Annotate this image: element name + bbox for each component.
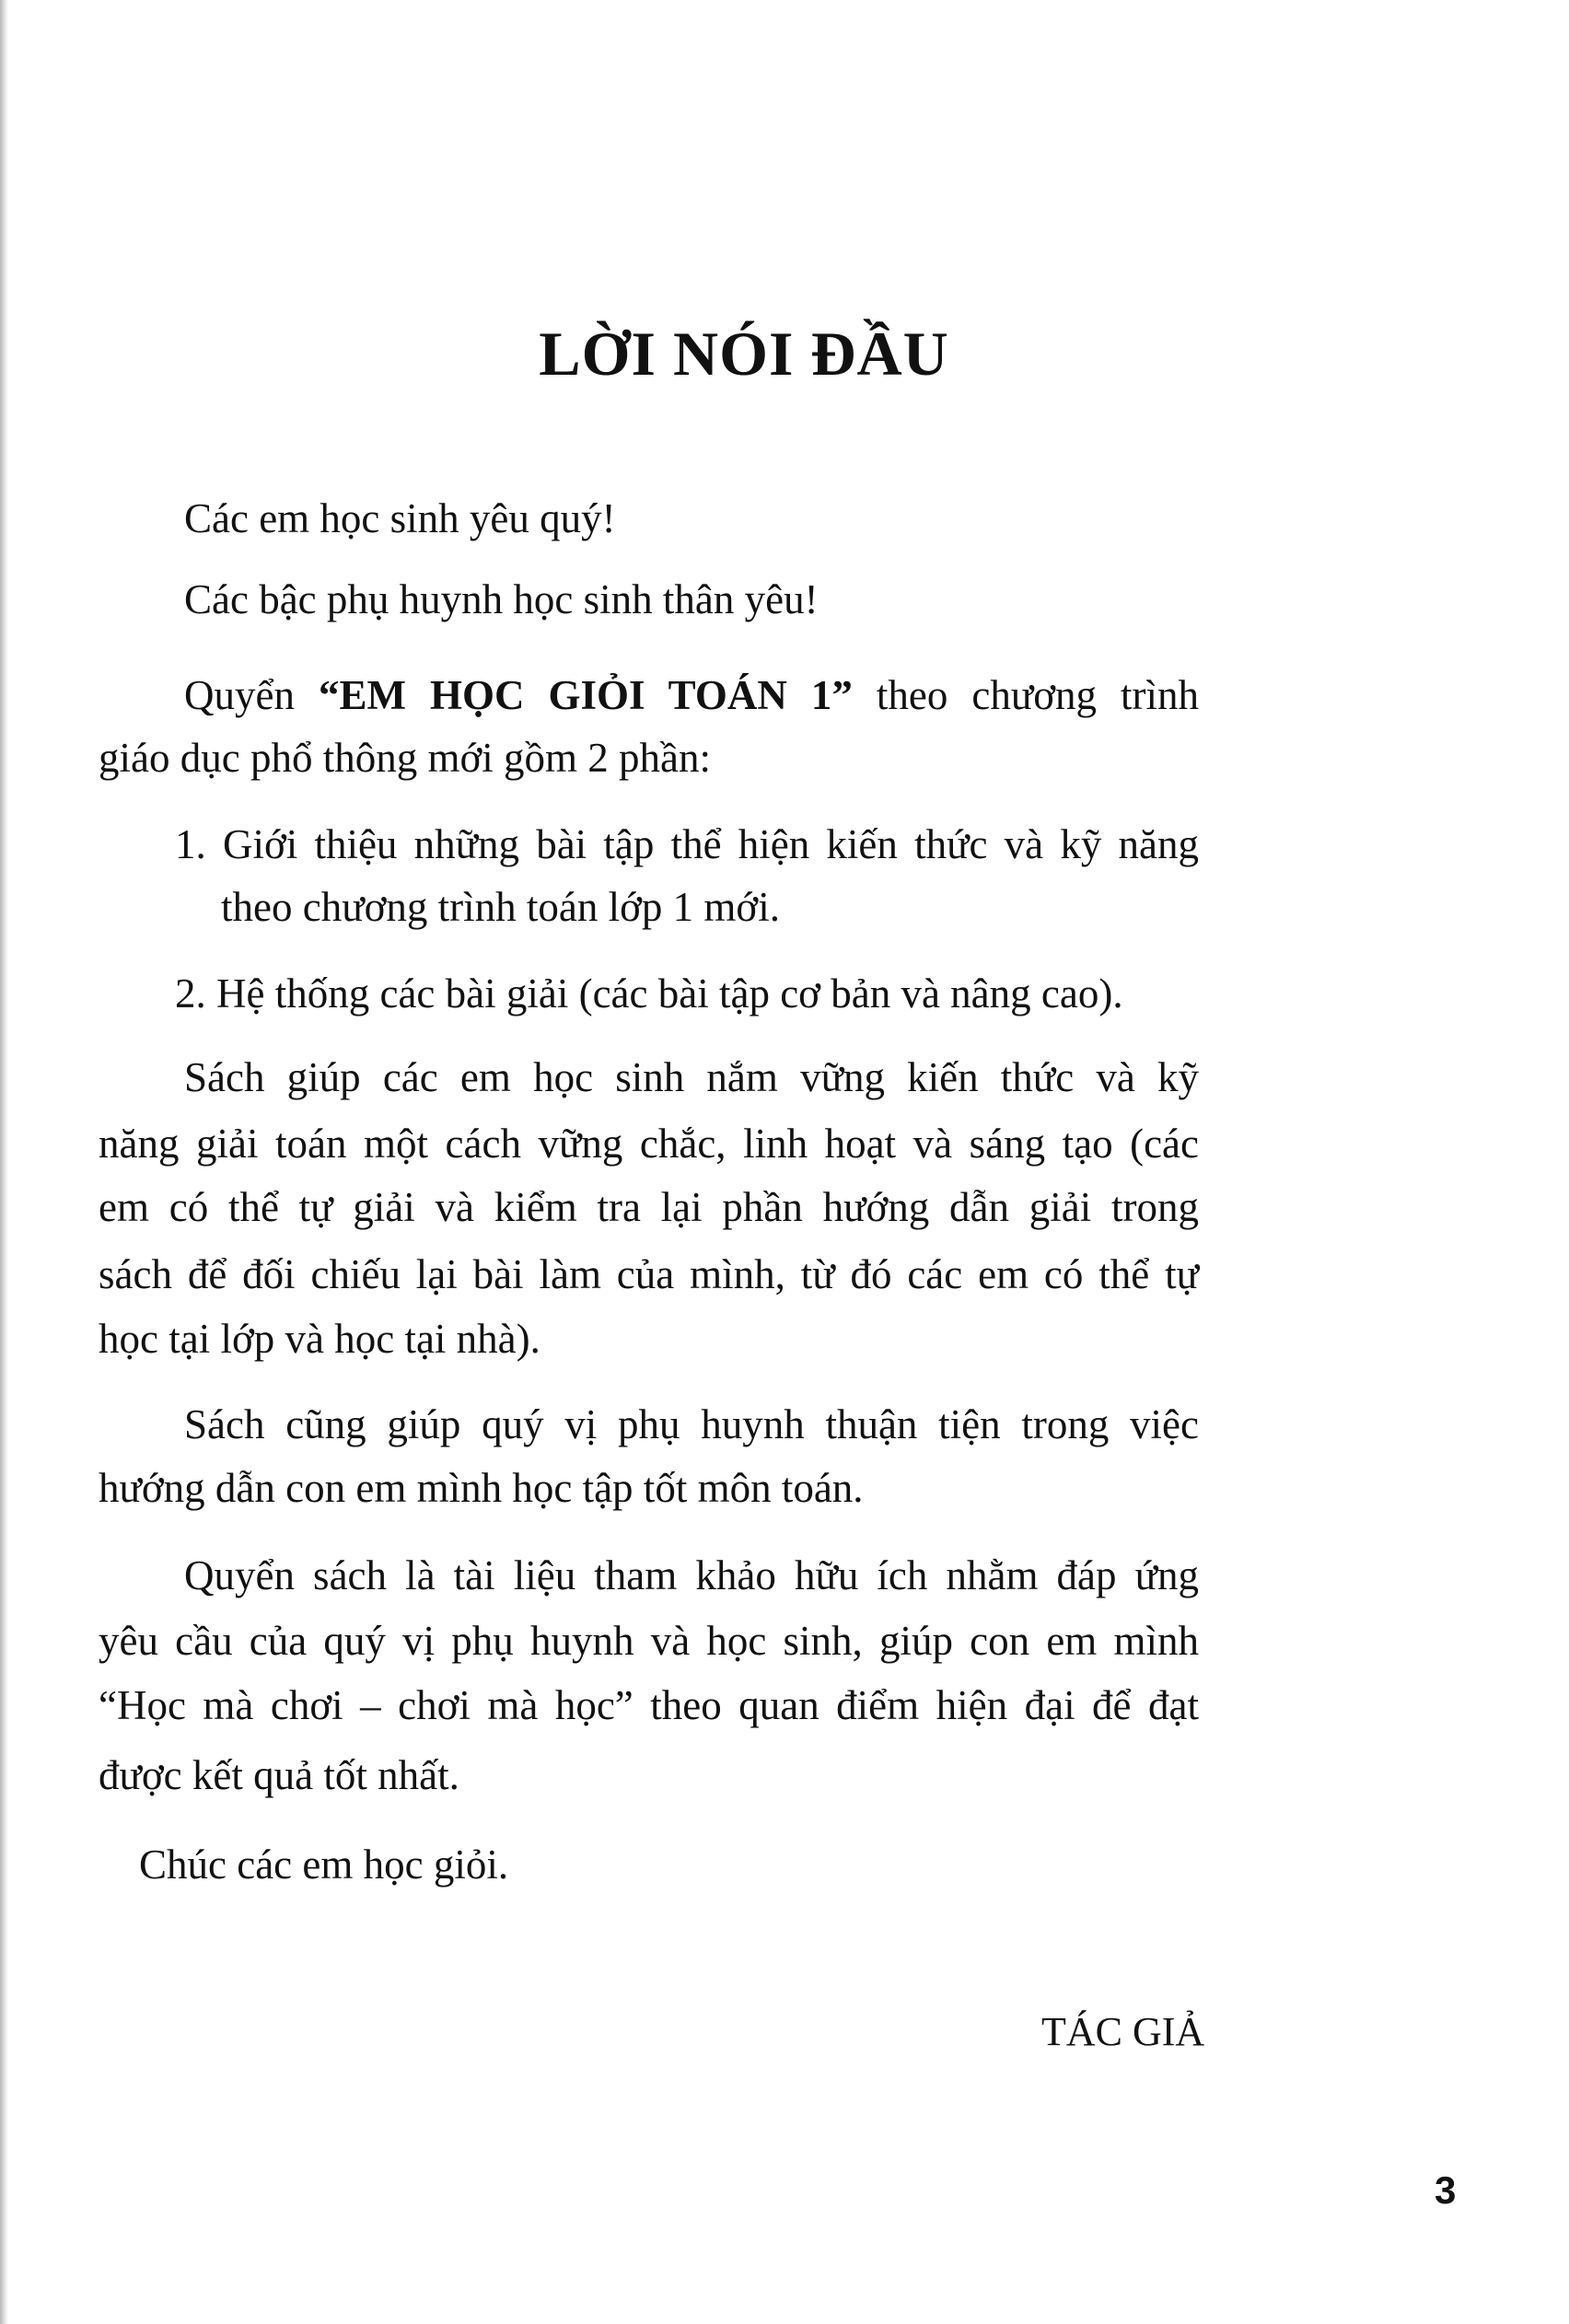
page-number: 3 bbox=[1435, 2168, 1457, 2212]
paragraph-3-line-4: được kết quả tốt nhất. bbox=[99, 1752, 459, 1798]
paragraph-3-line-3: “Học mà chơi – chơi mà học” theo quan điểm hiện đại để đạt bbox=[99, 1682, 1199, 1728]
paragraph-1-line-4: sách để đối chiếu lại bài làm của mình, từ đó các em có thể tự bbox=[99, 1251, 1199, 1297]
paragraph-2-line-2: hướng dẫn con em mình học tập tốt môn toán. bbox=[99, 1465, 864, 1511]
author-signature: TÁC GIẢ bbox=[1041, 2009, 1205, 2054]
page-title: LỜI NÓI ĐẦU bbox=[539, 319, 949, 389]
paragraph-1-line-1: Sách giúp các em học sinh nắm vững kiến thức và kỹ bbox=[184, 1054, 1199, 1100]
intro-line-2: giáo dục phổ thông mới gồm 2 phần: bbox=[99, 735, 711, 781]
list-item-1-line-1: 1. Giới thiệu những bài tập thể hiện kiến thức và kỹ năng bbox=[175, 821, 1199, 867]
paragraph-3-line-2: yêu cầu của quý vị phụ huynh và học sinh, giúp con em mình bbox=[99, 1618, 1199, 1664]
greeting-parents: Các bậc phụ huynh học sinh thân yêu! bbox=[184, 576, 819, 622]
paragraph-3-line-1: Quyển sách là tài liệu tham khảo hữu ích nhằm đáp ứng bbox=[184, 1552, 1199, 1598]
book-title: “EM HỌC GIỎI TOÁN 1” bbox=[318, 672, 853, 718]
paragraph-2-line-1: Sách cũng giúp quý vị phụ huynh thuận tiện trong việc bbox=[184, 1401, 1199, 1447]
closing-line: Chúc các em học giỏi. bbox=[139, 1842, 509, 1888]
paragraph-1-line-3: em có thể tự giải và kiểm tra lại phần hướng dẫn giải trong bbox=[99, 1184, 1199, 1230]
greeting-students: Các em học sinh yêu quý! bbox=[184, 495, 616, 541]
paragraph-1-line-2: năng giải toán một cách vững chắc, linh hoạt và sáng tạo (các bbox=[99, 1121, 1199, 1167]
intro-line-1 bbox=[184, 663, 1199, 727]
intro-suffix: theo chương trình bbox=[876, 672, 1199, 718]
list-item-2: 2. Hệ thống các bài giải (các bài tập cơ bản và nâng cao). bbox=[175, 970, 1123, 1017]
paragraph-1-line-5: học tại lớp và học tại nhà). bbox=[99, 1316, 540, 1362]
intro-prefix: Quyển bbox=[184, 672, 319, 718]
list-item-1-line-2: theo chương trình toán lớp 1 mới. bbox=[221, 884, 780, 930]
